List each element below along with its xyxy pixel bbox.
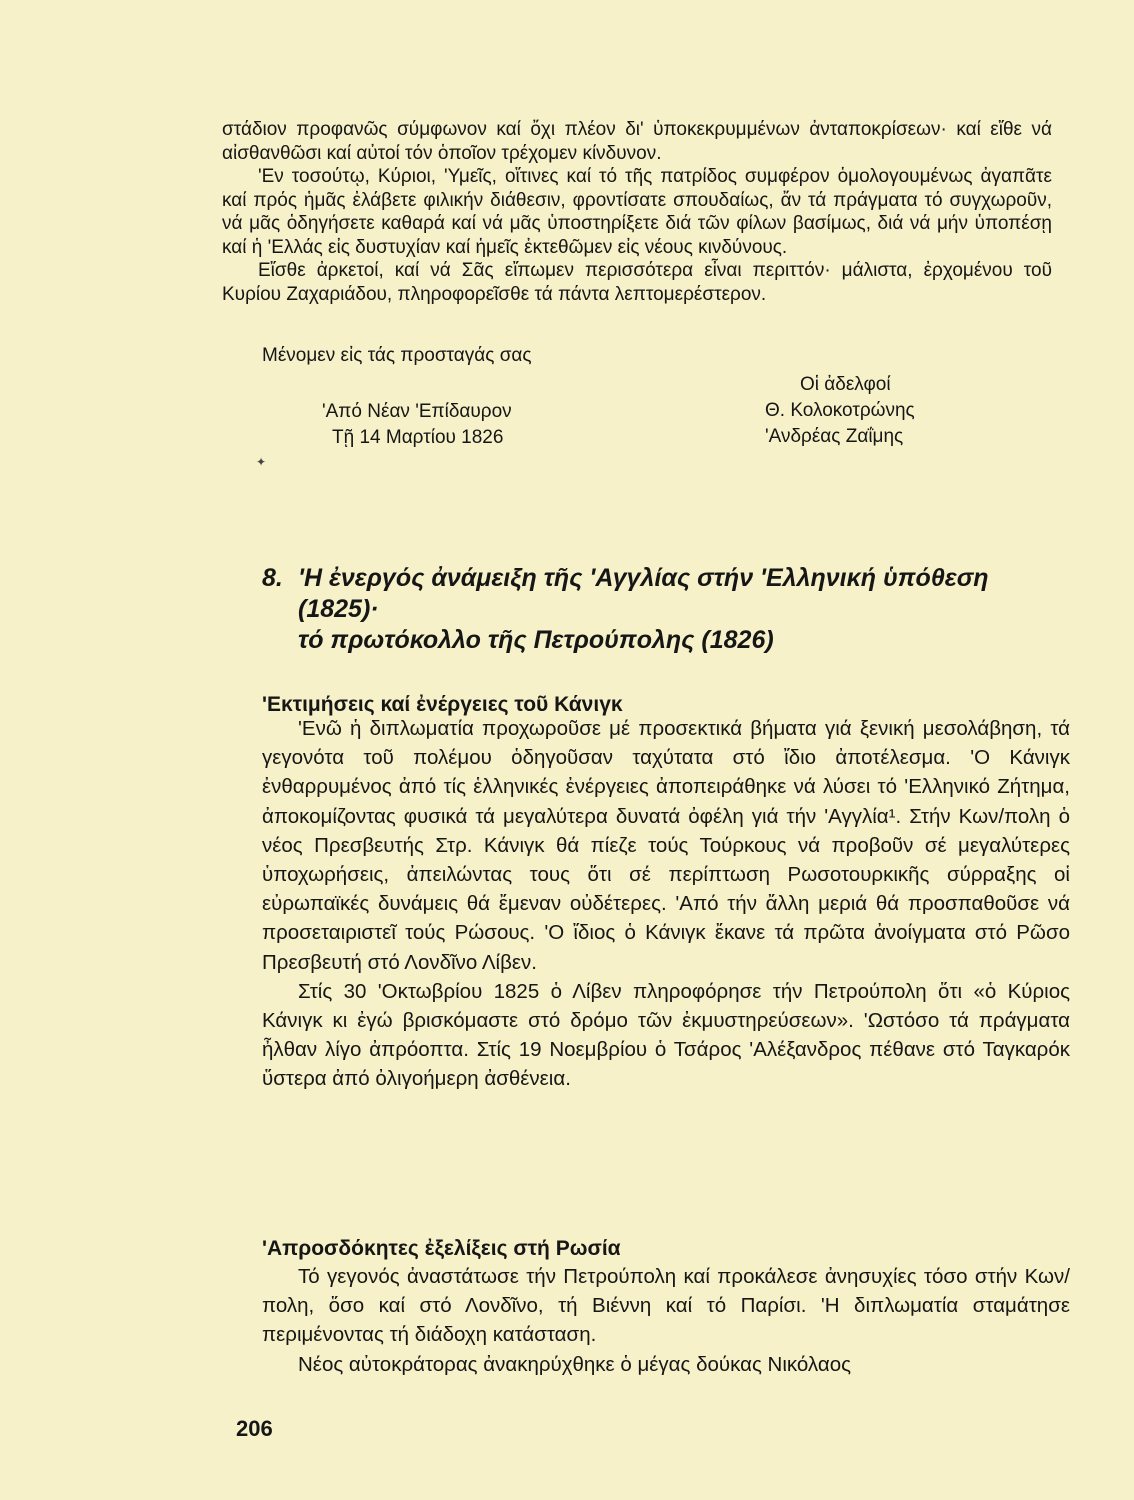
letter-paragraph-3: Εἴσθε ἀρκετοί, καί νά Σᾶς εἴπωμεν περισσότερα εἶναι περιττόν· μάλιστα, ἐρχομένου τοῦ Κυρίου Ζαχαριάδου, πληροφορεῖσθε τά πάντα λεπτομερέστερον. xyxy=(222,260,1052,305)
letter-paragraph-1: στάδιον προφανῶς σύμφωνον καί ὄχι πλέον δι' ὑποκεκρυμμένων ἀνταποκρίσεων· καί εἴθε νά αἰσθανθῶσι καί αὐτοί τόν ὁποῖον τρέχομεν κίνδυνον. xyxy=(222,119,1052,164)
section-body-canning xyxy=(262,714,1070,1094)
letter-closing: Μένομεν εἰς τάς προσταγάς σας xyxy=(262,345,532,366)
heading-title-1: 'Η ἐνεργός ἀνάμειξη τῆς 'Αγγλίας στήν 'Ελληνική ὑπόθεση xyxy=(298,564,989,592)
section-title-russia: 'Απροσδόκητες ἐξελίξεις στή Ρωσία xyxy=(262,1237,621,1260)
letter-signatories xyxy=(765,372,915,450)
letter-place-date xyxy=(322,399,512,451)
signatory-zaimis: 'Ανδρέας Ζαΐμης xyxy=(765,426,904,447)
letter-paragraph-2: 'Εν τοσούτῳ, Κύριοι, 'Υμεῖς, οἵτινες καί τό τῆς πατρίδος συμφέρον ὁμολογουμένως ἀγαπᾶτε καί πρός ἡμᾶς ἐλάβετε φιλικήν διάθεσιν, φροντίσατε σπουδαίως, ἄν τά πράγματα τό συγχωροῦν, νά μᾶς ὁδηγήσετε καθαρά καί νά μᾶς ὑποστηρίξετε διά τῶν φίλων βασίμως, διά νά μήν ὑποπέσῃ καί ἡ 'Ελλάς εἰς δυστυχίαν καί ἡμεῖς ἐκτεθῶμεν εἰς νέους κινδύνους. xyxy=(222,166,1052,258)
paragraph: 'Ενῶ ἡ διπλωματία προχωροῦσε μέ προσεκτικά βήματα γιά ξενική μεσολάβηση, τά γεγονότα τοῦ πολέμου ὁδηγοῦσαν ταχύτατα στό ἴδιο ἀποτέλεσμα. 'Ο Κάνιγκ ἐνθαρρυμένος ἀπό τίς ἑλληνικές ἐνέργειες ἀποπειράθηκε νά λύσει τό 'Ελληνικό Ζήτημα, ἀποκομίζοντας φυσικά τά μεγαλύτερα δυνατά ὀφέλη γιά τήν 'Αγγλία¹. Στήν Κων/πολη ὁ νέος Πρεσβευτής Στρ. Κάνιγκ θά πίεζε τούς Τούρκους νά προβοῦν σέ μεγαλύτερες ὑποχωρήσεις, ἀπειλώντας τους ὅτι σέ περίπτωση Ρωσοτουρκικῆς σύρραξης οἱ εὐρωπαϊκές δυνάμεις θά ἔμεναν οὐδέτερες. 'Από τήν ἄλλη μεριά θά προσπαθοῦσε νά προσεταιριστεῖ τούς Ρώσους. 'Ο ἴδιος ὁ Κάνιγκ ἔκανε τά πρῶτα ἀνοίγματα στό Ρῶσο Πρεσβευτή στό Λονδῖνο Λίβεν. xyxy=(262,717,1070,974)
letter-text xyxy=(222,118,1052,306)
chapter-heading xyxy=(262,563,1062,656)
heading-line-2: (1825)· xyxy=(298,595,379,623)
letter-date: Τῇ 14 Μαρτίου 1826 xyxy=(332,427,504,448)
paragraph: Τό γεγονός ἀναστάτωσε τήν Πετρούπολη καί προκάλεσε ἀνησυχίες τόσο στήν Κων/πολη, ὅσο καί στό Λονδῖνο, τή Βιέννη καί τό Παρίσι. 'Η διπλωματία σταμάτησε περιμένοντας τή διάδοχη κατάσταση. xyxy=(262,1265,1070,1347)
signatory-brothers: Οἱ ἀδελφοί xyxy=(800,374,891,395)
heading-number: 8. xyxy=(262,564,283,592)
section-body-russia xyxy=(262,1262,1070,1379)
signatory-kolokotronis: Θ. Κολοκοτρώνης xyxy=(765,400,915,421)
section-title-canning: 'Εκτιμήσεις καί ἐνέργειες τοῦ Κάνιγκ xyxy=(262,693,623,716)
page-number: 206 xyxy=(236,1416,273,1441)
heading-line-1 xyxy=(262,563,1062,594)
stray-ink-mark: ✦ xyxy=(256,455,267,469)
paragraph: Στίς 30 'Οκτωβρίου 1825 ὁ Λίβεν πληροφόρησε τήν Πετρούπολη ὅτι «ὁ Κύριος Κάνιγκ κι ἐγώ βρισκόμαστε στό δρόμο τῶν ἐκμυστηρεύσεων». 'Ωστόσο τά πράγματα ἦλθαν λίγο ἀπρόοπτα. Στίς 19 Νοεμβρίου ὁ Τσάρος 'Αλέξανδρος πέθανε στό Ταγκαρόκ ὕστερα ἀπό ὀλιγοήμερη ἀσθένεια. xyxy=(262,979,1070,1091)
letter-place: 'Από Νέαν 'Επίδαυρον xyxy=(322,401,512,422)
paragraph: Νέος αὐτοκράτορας ἀνακηρύχθηκε ὁ μέγας δούκας Νικόλαος xyxy=(298,1352,851,1376)
heading-line-3: τό πρωτόκολλο τῆς Πετρούπολης (1826) xyxy=(298,626,774,654)
